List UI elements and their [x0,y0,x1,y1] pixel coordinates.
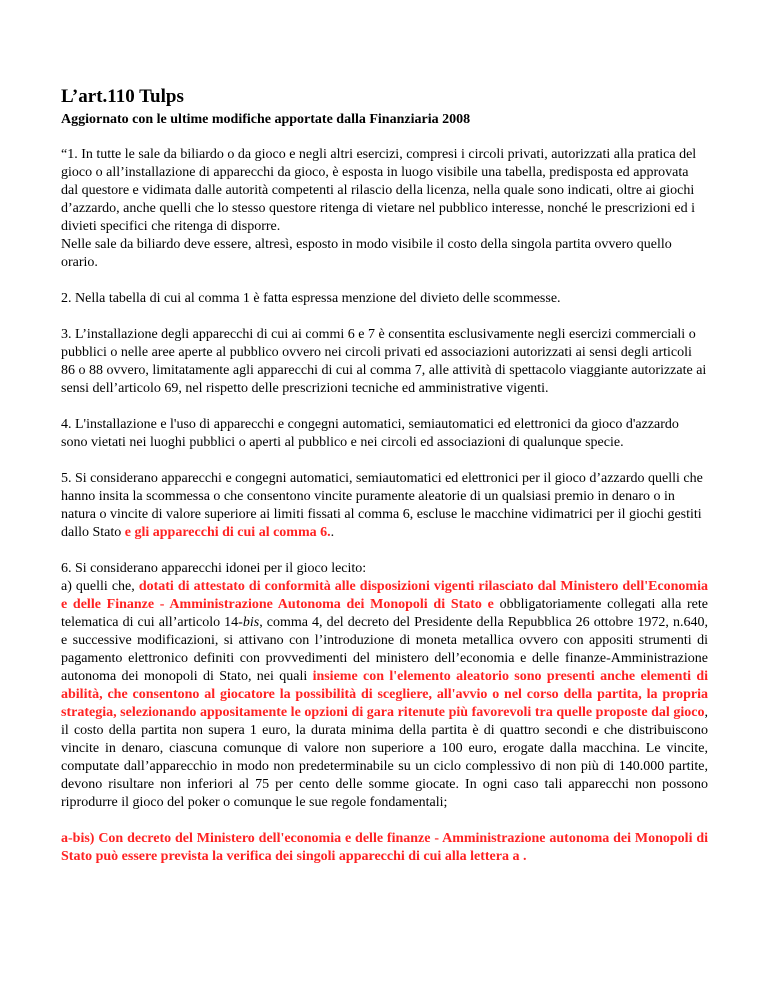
document-subtitle: Aggiornato con le ultime modifiche apportate dalla Finanziaria 2008 [61,112,471,127]
p6-amendment-1: dotati di attestato di conformità alle disposizioni vigenti rilasciato dal Ministero dell'Economia e delle Finanze - Amministrazione Autonoma dei Monopoli di Stato e [61,579,708,612]
p6-a2: obbligatoriamente collegati alla rete telematica di cui all’articolo 14- [61,597,709,630]
p6-a4: , il costo della partita non supera 1 euro, la durata minima della partita è di quattro secondi e che distribuiscono vincite in denaro, ciascuna comunque di valore non superiore a 100 euro, erogate dalla macchina. Le vincite, computate dall’apparecchio in modo non predeterminabile su un ciclo complessivo di non più di 140.000 partite, devono risultare non inferiori al 75 per cento delle somme giocate. In ogni caso tali apparecchi non possono riprodurre il gioco del poker o comunque le sue regole fondamentali; [61,705,708,810]
paragraph-2: 2. Nella tabella di cui al comma 1 è fatta espressa menzione del divieto delle scommesse. [61,291,561,306]
paragraph-a-bis: a-bis) Con decreto del Ministero dell'economia e delle finanze - Amministrazione autonoma dei Monopoli di Stato può essere prevista la verifica dei singoli apparecchi di cui alla lettera a . [61,831,708,864]
paragraph-5 [61,470,708,542]
paragraph-1-billiard: Nelle sale da biliardo deve essere, altresì, esposto in modo visibile il costo della singola partita ovvero quello orario. [61,237,672,270]
paragraph-5-amendment: e gli apparecchi di cui al comma 6. [124,525,331,540]
paragraph-6-letter-a [61,578,708,812]
paragraph-1 [61,146,708,272]
p6-a1: a) quelli che, [61,579,139,594]
paragraph-3: 3. L’installazione degli apparecchi di cui ai commi 6 e 7 è consentita esclusivamente negli esercizi commerciali o pubblici o nelle aree aperte al pubblico ovvero nei circoli privati ed associazioni autorizzati ai sensi degli articoli 86 o 88 ovvero, limitatamente agli apparecchi di cui al comma 7, alle attività di spettacolo viaggiante autorizzate ai sensi dell’articolo 69, nel rispetto delle prescrizioni tecniche ed amministrative vigenti. [61,327,707,396]
paragraph-1-main: “1. In tutte le sale da biliardo o da gioco e negli altri esercizi, compresi i circoli privati, autorizzati alla pratica del gioco o all’installazione di apparecchi da gioco, è esposta in luogo visibile una tabella, predisposta ed approvata dal questore e vidimata dalle autorità competenti al rilascio della licenza, nella quale sono indicati, oltre ai giochi d’azzardo, anche quelli che lo stesso questore ritenga di vietare nel pubblico interesse, nonché le prescrizioni ed i divieti specifici che ritenga di disporre. [61,147,697,234]
paragraph-5-end: . [330,525,335,540]
paragraph-4: 4. L'installazione e l'uso di apparecchi e congegni automatici, semiautomatici ed elettronici da gioco d'azzardo sono vietati nei luoghi pubblici o aperti al pubblico e nei circoli ed associazioni di qualunque specie. [61,417,679,450]
paragraph-6 [61,560,708,812]
paragraph-6-intro: 6. Si considerano apparecchi idonei per il gioco lecito: [61,561,367,576]
document-title: L’art.110 Tulps [61,86,184,107]
paragraph-5-text: 5. Si considerano apparecchi e congegni automatici, semiautomatici ed elettronici per il gioco d’azzardo quelli che hanno insita la scommessa o che consentono vincite puramente aleatorie di un qualsiasi premio in denaro o in natura o vincite di valore superiore ai limiti fissati al comma 6, escluse le macchine vidimatrici per il giochi gestiti dallo Stato [61,471,703,540]
p6-a3: , comma 4, del decreto del Presidente della Repubblica 26 ottobre 1972, n.640, e successive modificazioni, si attivano con l’introduzione di moneta metallica ovvero con appositi strumenti di pagamento elettronico definiti con provvedimenti del ministero dell’economia e delle finanze-Amministrazione autonoma dei monopoli di Stato, nei quali [61,615,708,684]
p6-bis: bis [242,615,260,630]
p6-amendment-2: insieme con l'elemento aleatorio sono presenti anche elementi di abilità, che consentono al giocatore la possibilità di scegliere, all'avvio o nel corso della partita, la propria strategia, selezionando appositamente le opzioni di gara ritenute più favorevoli tra quelle proposte dal gioco [61,669,709,720]
